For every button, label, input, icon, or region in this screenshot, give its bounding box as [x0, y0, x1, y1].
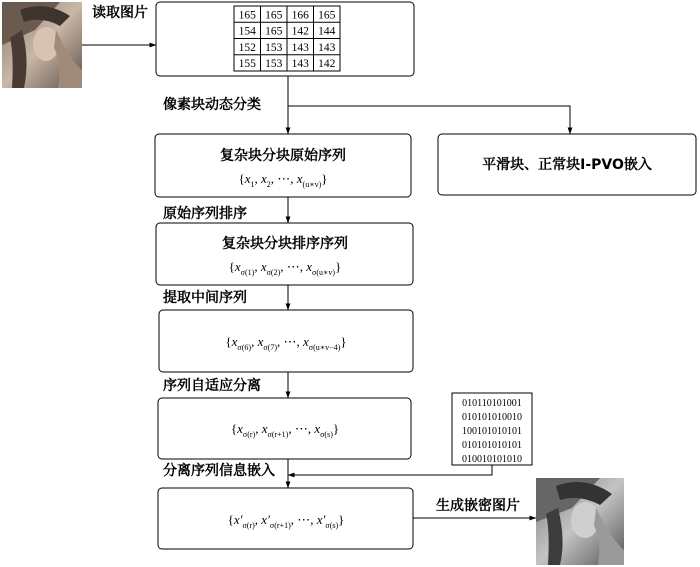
middle-sequence: {$x_{\sigma(6)}$, $x_{\sigma(7)}$, ⋯, $x_{\sigma(u∗v-4)}$}: [225, 334, 347, 352]
pixel-value: 143: [291, 58, 309, 70]
pixel-value: 143: [291, 41, 309, 54]
read-image-label: 读取图片: [92, 5, 148, 21]
pixel-value: 166: [291, 9, 309, 22]
separated-sequence-box: [158, 398, 411, 459]
complex-original-sequence: {$x_1$, $x_2$, ⋯, $x_{(u∗v)}$}: [238, 171, 328, 189]
sort-label: 原始序列排序: [163, 206, 247, 222]
pixel-value: 165: [265, 9, 283, 22]
arrow-to-smooth-branch: [288, 106, 570, 134]
pixel-value: 155: [238, 58, 256, 70]
separated-sequence: {$x_{\sigma(r)}$, $x_{\sigma(r+1)}$, ⋯, $x_{\sigma(s)}$}: [230, 421, 340, 439]
secret-bits-row: 010110101001: [462, 398, 522, 409]
generate-label: 生成嵌密图片: [436, 498, 520, 514]
complex-sorted-sequence: {$x_{\sigma(1)}$, $x_{\sigma(2)}$, ⋯, $x_{\sigma(u∗v)}$}: [228, 259, 342, 277]
pixel-value: 153: [265, 41, 283, 54]
pixel-value: 165: [265, 25, 283, 38]
pixel-value: 144: [318, 25, 336, 38]
split-label: 序列自适应分离: [163, 378, 261, 394]
complex-sorted-title: 复杂块分块排序序列: [222, 236, 348, 252]
pixel-block-grid: [234, 6, 340, 71]
classify-label: 像素块动态分类: [163, 97, 261, 113]
secret-bits-row: 100101010101: [462, 426, 522, 437]
secret-bits-row: 010101010101: [462, 440, 522, 451]
secret-bits-row: 010010101010: [462, 454, 522, 465]
complex-original-title: 复杂块分块原始序列: [220, 148, 346, 164]
input-image: [2, 2, 82, 88]
pixel-value: 165: [238, 9, 256, 22]
pixel-value: 142: [291, 25, 309, 38]
smooth-normal-title: 平滑块、正常块I-PVO嵌入: [482, 157, 652, 173]
pixel-value: 154: [238, 25, 256, 38]
pixel-value: 165: [318, 9, 336, 22]
embed-label: 分离序列信息嵌入: [163, 463, 275, 479]
stego-image: [536, 478, 624, 565]
embedded-sequence-box: [158, 488, 413, 549]
extract-label: 提取中间序列: [163, 290, 247, 306]
pixel-value: 153: [265, 58, 283, 70]
pixel-value: 142: [318, 58, 336, 70]
complex-sorted-box: [156, 223, 413, 285]
arrow-secret-to-embed: [288, 465, 492, 475]
pixel-value: 152: [238, 41, 256, 54]
secret-bits-row: 010101010010: [462, 412, 522, 423]
pixel-value: 143: [318, 41, 336, 54]
embedded-sequence: {$x'_{\sigma(r)}$, $x'_{\sigma(r+1)}$, ⋯, $x'_{\sigma(s)}$}: [227, 512, 345, 530]
complex-original-box: [155, 134, 411, 197]
